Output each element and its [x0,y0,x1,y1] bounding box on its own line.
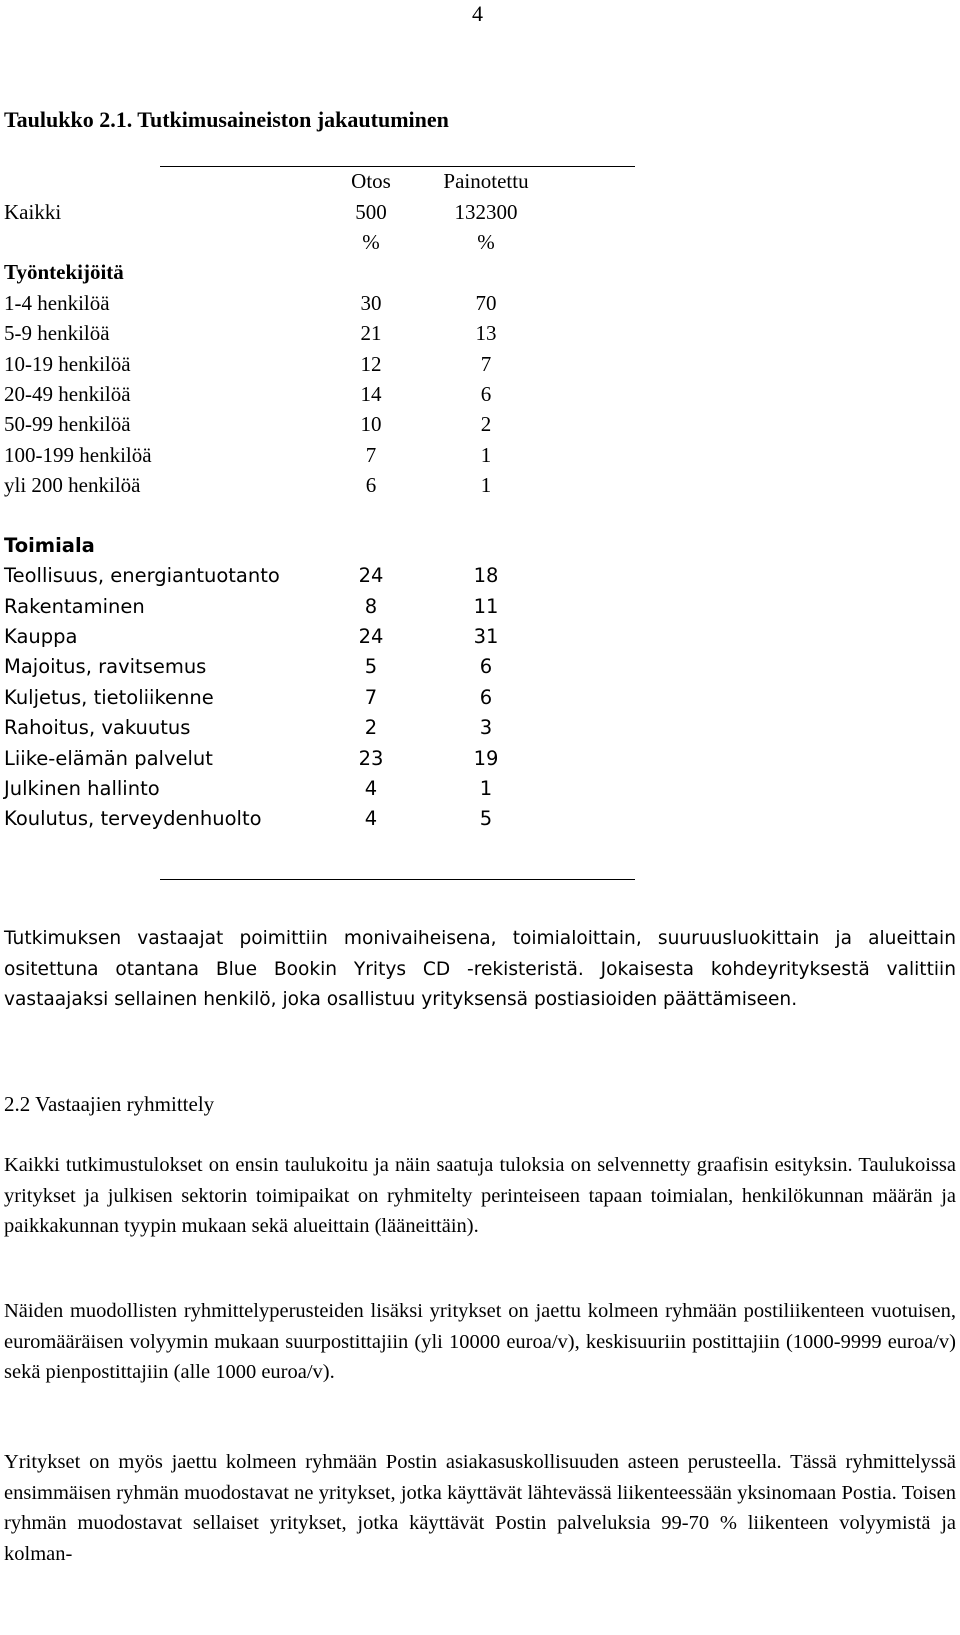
table-row: Majoitus, ravitsemus 5 6 [4,655,493,679]
table-row: Julkinen hallinto 4 1 [4,777,493,800]
group-heading-employees: Työntekijöitä [4,260,124,285]
section-heading: 2.2 Vastaajien ryhmittely [4,1092,215,1116]
table-row: yli 200 henkilöä 6 1 [4,473,492,498]
table-row: Kauppa 24 31 [4,625,499,649]
table-total-row [4,196,564,226]
total-label: Kaikki [4,199,62,224]
total-painotettu: 132300 [454,199,518,224]
table-row: Kuljetus, tietoliikenne 7 6 [4,685,493,709]
header-otos: Otos [351,169,391,194]
table-units-row [4,227,564,257]
table-row: Rakentaminen 8 11 [4,594,499,618]
table-row: Liike-elämän palvelut 23 19 [4,746,499,770]
unit-painotettu: % [477,229,495,254]
table-row: 5-9 henkilöä 21 13 [4,321,497,346]
grouping-paragraph-2: Näiden muodollisten ryhmittelyperusteiden lisäksi yritykset on jaettu kolmeen ryhmään postiliikenteen vuotuisen, euromääräisen volyymin mukaan suurpostittajiin (yli 10000 euroa/v), keskisuuriin postittajiin (1000-9999 euroa/v) sekä pienpostittajiin (alle 1000 euroa/v). [4,1300,956,1384]
table-row: Rahoitus, vakuutus 2 3 [4,716,493,740]
grouping-paragraph-1: Kaikki tutkimustulokset on ensin taulukoitu ja näin saatuja tuloksia on selvennetty graafisin esityksin. Taulukoissa yritykset ja julkisen sektorin toimipaikat on ryhmitelty perinteiseen tapaan toimialan, henkilökunnan määrän ja paikkakunnan tyypin mukaan sekä alueittain (lääneittäin). [4,1154,956,1238]
table-row: 10-19 henkilöä 12 7 [4,351,492,376]
table-header-row [4,166,564,196]
table-caption: Taulukko 2.1. Tutkimusaineiston jakautuminen [4,107,449,132]
total-otos: 500 [355,199,387,224]
table-bottom-rule [160,879,635,880]
header-painotettu: Painotettu [443,169,529,194]
table-row: 100-199 henkilöä 7 1 [4,442,492,467]
table-spacer-row [4,500,564,530]
group-heading-industry: Toimiala [4,533,95,557]
unit-otos: % [362,229,380,254]
grouping-paragraph-3: Yritykset on myös jaettu kolmeen ryhmään Postin asiakasuskollisuuden asteen perusteella. Tässä ryhmittelyssä ensimmäisen ryhmän muodostavat ne yritykset, jotka käyttävät lähtevässä liikenteessään yksinomaan Postia. Toisen ryhmän muodostavat sellaiset yritykset, jotka käyttävät Postin palveluksia 99-70 % liikenteen volyymistä ja kolman- [4,1451,956,1565]
table-row: 20-49 henkilöä 14 6 [4,381,492,406]
table-row: Teollisuus, energiantuotanto 24 18 [4,564,499,588]
page-number: 4 [472,1,483,26]
table-row: Koulutus, terveydenhuolto 4 5 [4,807,493,831]
table-row: 50-99 henkilöä 10 2 [4,412,492,437]
method-paragraph: Tutkimuksen vastaajat poimittiin monivaiheisena, toimialoittain, suuruusluokittain ja alueittain ositettuna otantana Blue Bookin Yritys CD -rekisteristä. Jokaisesta kohdeyrityksestä valittiin vastaajaksi sellainen henkilö, joka osallistuu yrityksensä postiasioiden päättämiseen. [4,928,956,1011]
distribution-table [4,166,564,835]
table-row: 1-4 henkilöä 30 70 [4,290,497,315]
